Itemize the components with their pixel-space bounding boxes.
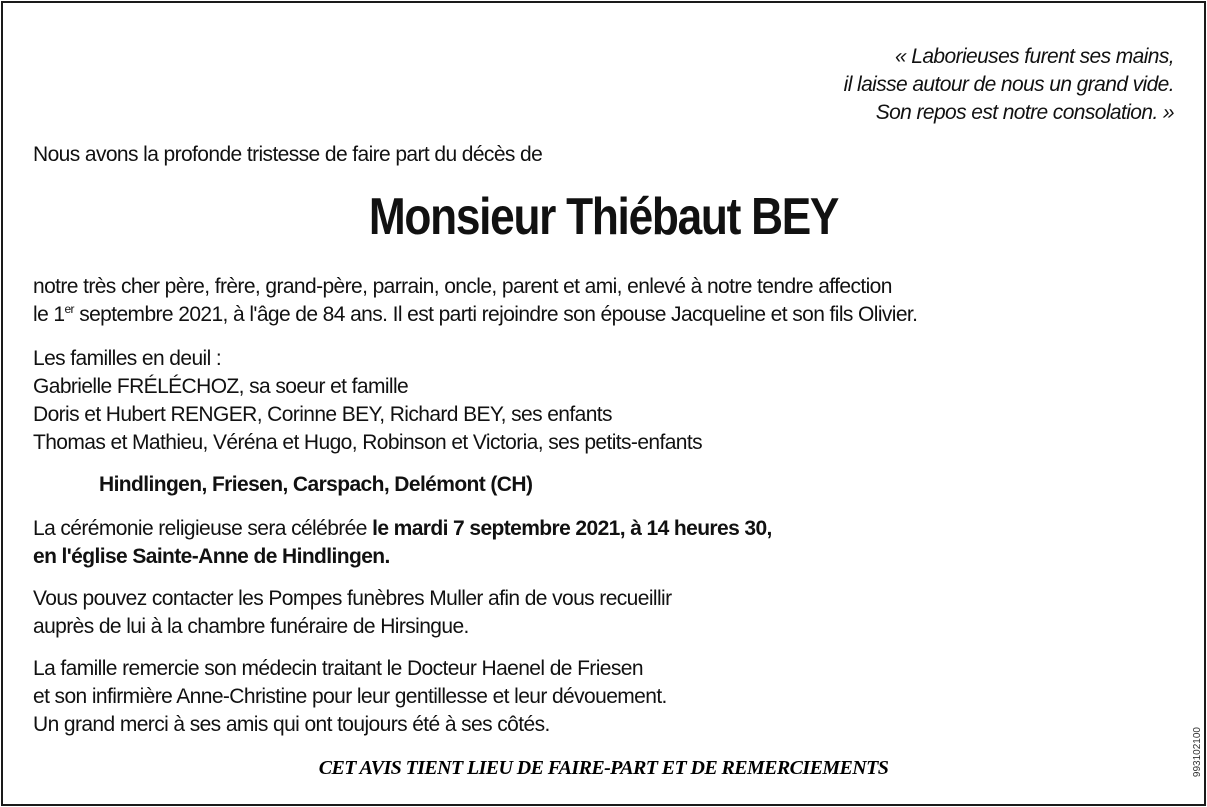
ceremony-line-1 xyxy=(33,515,772,543)
quote-line-3: Son repos est notre consolation. » xyxy=(875,101,1174,124)
obituary-notice xyxy=(1,1,1206,806)
ceremony-place: en l'église Sainte-Anne de Hindlingen. xyxy=(33,545,390,568)
footer-notice: CET AVIS TIENT LIEU DE FAIRE-PART ET DE REMERCIEMENTS xyxy=(318,757,889,779)
family-line-2: Doris et Hubert RENGER, Corinne BEY, Richard BEY, ses enfants xyxy=(33,403,612,426)
contact-line-1: Vous pouvez contacter les Pompes funèbres Muller afin de vous recueillir xyxy=(33,587,672,610)
date-prefix: le 1 xyxy=(33,303,65,326)
intro-text: Nous avons la profonde tristesse de faire part du décès de xyxy=(33,143,543,166)
reference-code: 993102100 xyxy=(1192,726,1203,777)
thanks-line-3: Un grand merci à ses amis qui ont toujours été à ses côtés. xyxy=(33,713,550,736)
deceased-name: Monsieur Thiébaut BEY xyxy=(368,188,839,246)
ceremony-date: le mardi 7 septembre 2021, à 14 heures 30, xyxy=(372,517,772,540)
description-line-2 xyxy=(33,301,917,329)
date-rest: septembre 2021, à l'âge de 84 ans. Il est parti rejoindre son épouse Jacqueline et son fils Olivier. xyxy=(73,303,918,326)
description-line-1: notre très cher père, frère, grand-père, parrain, oncle, parent et ami, enlevé à notre tendre affection xyxy=(33,275,892,298)
thanks-line-2: et son infirmière Anne-Christine pour leur gentillesse et leur dévouement. xyxy=(33,685,667,708)
families-heading: Les familles en deuil : xyxy=(33,347,222,370)
contact-line-2: auprès de lui à la chambre funéraire de Hirsingue. xyxy=(33,615,469,638)
locations: Hindlingen, Friesen, Carspach, Delémont (CH) xyxy=(99,473,533,496)
epigraph-quote xyxy=(844,43,1174,127)
quote-line-2: il laisse autour de nous un grand vide. xyxy=(843,73,1174,96)
thanks-line-1: La famille remercie son médecin traitant le Docteur Haenel de Friesen xyxy=(33,657,643,680)
quote-line-1: « Laborieuses furent ses mains, xyxy=(894,45,1174,68)
ordinal-suffix: er xyxy=(64,302,74,316)
family-line-3: Thomas et Mathieu, Véréna et Hugo, Robinson et Victoria, ses petits-enfants xyxy=(33,431,703,454)
ceremony-prefix: La cérémonie religieuse sera célébrée xyxy=(33,517,373,540)
family-line-1: Gabrielle FRÉLÉCHOZ, sa soeur et famille xyxy=(33,375,409,398)
